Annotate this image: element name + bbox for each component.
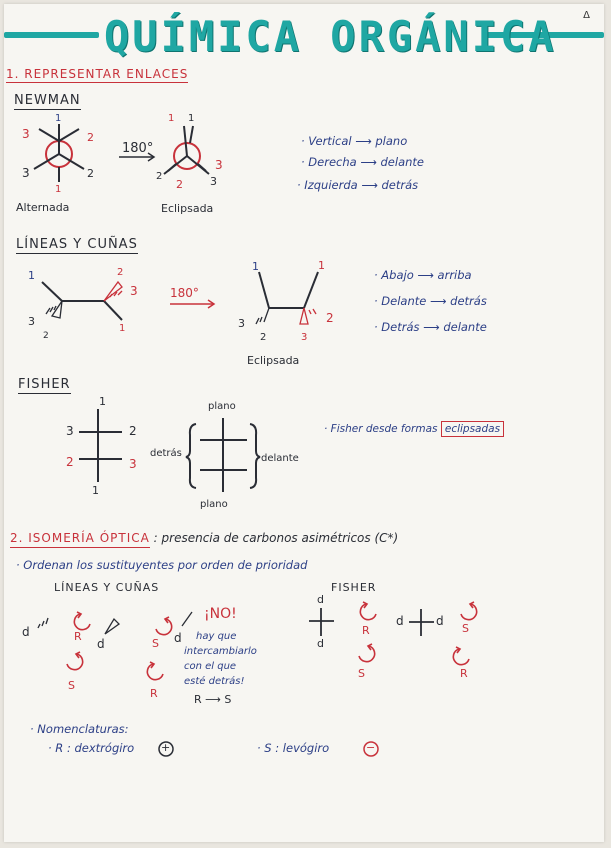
newman-num: 2 <box>176 178 183 191</box>
warning-line: intercambiarlo <box>184 646 257 657</box>
notebook-page <box>4 4 604 842</box>
eclipsada-label: Eclipsada <box>161 202 214 215</box>
lineas-num: 1 <box>119 323 126 334</box>
fisher-note <box>324 424 504 435</box>
newman-num: 3 <box>22 166 30 180</box>
fisher-label: FISHER <box>18 377 71 392</box>
nomenclaturas-label: · Nomenclaturas: <box>30 722 129 736</box>
d-substituent: d <box>317 593 324 606</box>
warning-line: hay que <box>196 631 237 642</box>
newman-num: 1 <box>168 113 175 124</box>
lineas-num: 1 <box>28 269 35 282</box>
newman-num: 3 <box>22 127 30 141</box>
lineas-num: 3 <box>28 315 35 328</box>
fisher-plano-bottom: plano <box>200 499 228 510</box>
fisher-plano-top: plano <box>208 401 236 412</box>
alternada-label: Alternada <box>16 201 70 214</box>
section2-heading-line <box>10 532 398 544</box>
minus-sign: − <box>366 741 376 754</box>
newman-num: 1 <box>55 113 62 124</box>
fisher-label-2: FISHER <box>331 581 377 594</box>
lineas-num: 3 <box>301 332 308 343</box>
lineas-num: 2 <box>117 267 124 278</box>
newman-num: 3 <box>210 175 217 188</box>
r-label: R <box>150 687 158 700</box>
newman-num: 2 <box>87 167 94 180</box>
lineas-note: · Delante ⟶ detrás <box>374 294 487 308</box>
fisher-num: 2 <box>66 455 74 469</box>
s-label: S <box>68 679 75 692</box>
r-label: R <box>74 630 82 643</box>
fisher-delante: delante <box>261 453 299 464</box>
newman-note: · Derecha ⟶ delante <box>301 155 424 169</box>
d-substituent: d <box>174 631 182 645</box>
s-levogiro: · S : levógiro <box>257 741 330 755</box>
d-substituent: d <box>317 637 324 650</box>
s-label: S <box>358 667 365 680</box>
lineas-cunas-label: LÍNEAS Y CUÑAS <box>54 581 160 594</box>
plus-sign: + <box>161 741 171 754</box>
lineas-note: · Abajo ⟶ arriba <box>374 268 472 282</box>
newman-label: NEWMAN <box>14 93 81 108</box>
lineas-num: 2 <box>43 331 49 341</box>
lineas-num: 2 <box>326 311 334 325</box>
corner-mark: Δ <box>583 10 590 21</box>
fisher-num: 3 <box>129 457 137 471</box>
fisher-note-prefix: · Fisher desde formas <box>324 423 438 435</box>
d-substituent: d <box>396 614 404 628</box>
s-label: S <box>152 637 159 650</box>
fisher-note-boxed: eclipsadas <box>441 421 504 437</box>
lineas-num: 3 <box>238 317 245 330</box>
r-dextrogiro: · R : dextrógiro <box>48 741 135 755</box>
lineas-num: 1 <box>318 259 325 272</box>
newman-num: 3 <box>215 158 223 172</box>
newman-num: 2 <box>156 171 163 182</box>
page-title: QUÍMICA ORGÁNICA <box>104 12 557 61</box>
lineas-note: · Detrás ⟶ delante <box>374 320 487 334</box>
newman-note: · Vertical ⟶ plano <box>301 134 408 148</box>
newman-rotation: 180° <box>122 141 154 156</box>
section2-heading-rest: : presencia de carbonos asimétricos (C*) <box>153 531 399 545</box>
r-label: R <box>362 624 370 637</box>
d-substituent: d <box>97 637 105 651</box>
swap-line: R ⟶ S <box>194 693 232 706</box>
fisher-num: 1 <box>92 484 99 497</box>
lineas-rotation: 180° <box>170 286 199 300</box>
newman-num: 1 <box>55 184 62 195</box>
newman-num: 1 <box>188 113 195 124</box>
fisher-detras: detrás <box>150 448 182 459</box>
lineas-num: 2 <box>260 332 267 343</box>
fisher-num: 1 <box>99 395 106 408</box>
no-warning: ¡NO! <box>204 606 237 622</box>
warning-line: con el que <box>184 661 237 672</box>
s-label: S <box>462 622 469 635</box>
newman-note: · Izquierda ⟶ detrás <box>297 178 419 192</box>
section1-heading: 1. REPRESENTAR ENLACES <box>6 67 189 81</box>
order-line: · Ordenan los sustituyentes por orden de prioridad <box>16 558 308 572</box>
lineas-label: LÍNEAS Y CUÑAS <box>16 237 138 252</box>
d-substituent: d <box>436 614 444 628</box>
fisher-num: 3 <box>66 424 74 438</box>
lineas-eclipsada-label: Eclipsada <box>247 354 300 367</box>
section2-heading: 2. ISOMERÍA ÓPTICA <box>10 531 150 548</box>
lineas-num: 1 <box>252 260 259 273</box>
d-substituent: d <box>22 625 30 639</box>
r-label: R <box>460 667 468 680</box>
fisher-num: 2 <box>129 424 137 438</box>
lineas-num: 3 <box>130 284 138 298</box>
newman-num: 2 <box>87 131 94 144</box>
isomeria-drawings <box>4 4 604 204</box>
warning-line: esté detrás! <box>184 676 245 687</box>
